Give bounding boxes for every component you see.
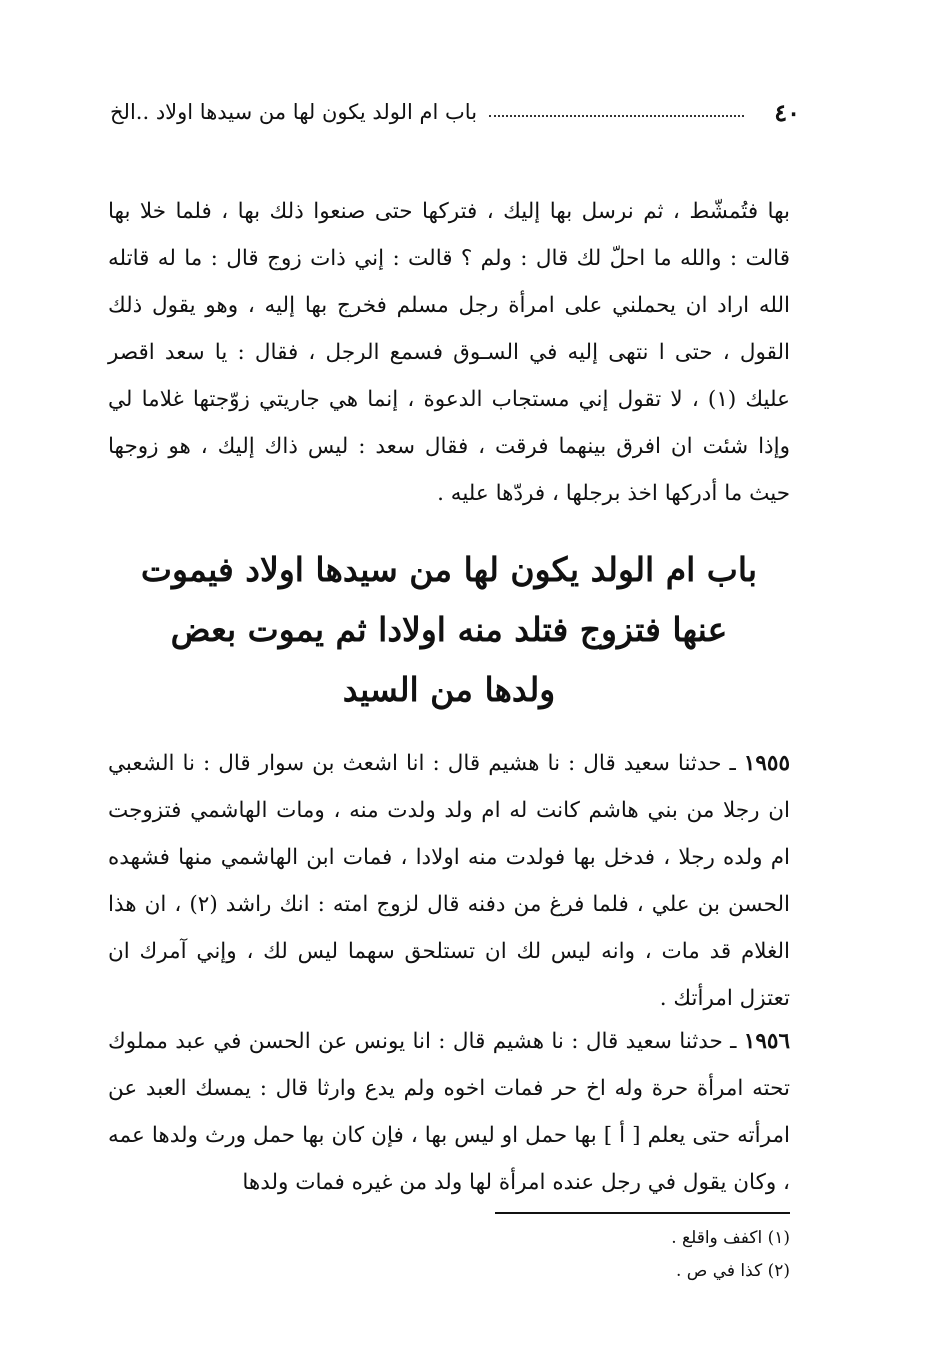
footnote-1: (١) اكفف واقلع . bbox=[671, 1228, 790, 1248]
page-number: ٤٠ bbox=[774, 97, 800, 127]
chapter-heading bbox=[108, 540, 790, 720]
running-header bbox=[110, 92, 800, 132]
hadith-1956 bbox=[108, 1018, 790, 1206]
hadith-text: ـ حدثنا سعيد قال : نا هشيم قال : انا اشعث بن سوار قال : نا الشعبي ان رجلا من بني هاشم كانت له ام ولد ولدت منه ، ومات الهاشمي فتزوجت ام ولده رجلا ، فدخل بها فولدت منه اولادا ، فمات ابن الهاشمي منها فشهده الحسن بن علي ، فلما فرغ من دفنه قال لزوج امته : انك راشد (٢) ، ان هذا الغلام قد مات ، وانه ليس لك ان تستلحق سهما ليس لك ، وإني آمرك ان تعتزل امرأتك . bbox=[108, 751, 790, 1011]
hadith-paragraph bbox=[108, 1018, 790, 1206]
footnotes bbox=[108, 1222, 790, 1288]
hadith-number: ١٩٥٦ bbox=[743, 1029, 790, 1054]
footnote-separator bbox=[495, 1212, 790, 1214]
chapter-heading-line-3: ولدها من السيد bbox=[342, 670, 556, 709]
intro-paragraph: بها فتُمشّط ، ثم نرسل بها إليك ، فتركها حتى صنعوا ذلك بها ، فلما خلا بها قالت : والله ما احلّ لك قال : ولم ؟ قالت : إني ذات زوج قال : ما له قاتله الله اراد ان يحملني على امرأة رجل مسلم فخرج بها إليه ، وهو يقول ذلك القول ، حتى ا نتهى إليه في السـوق فسمع الرجل ، فقال : يا سعد اقصر عليك (١) ، لا تقول إني مستجاب الدعوة ، إنما هي جاريتي زوّجتها غلاما لي وإذا شئت ان افرق بينهما فرقت ، فقال سعد : ليس ذاك إليك ، هو زوجها حيث ما أدركها اخذ برجلها ، فردّها عليه . bbox=[108, 199, 790, 506]
hadith-1955 bbox=[108, 740, 790, 1022]
footnote-2: (٢) كذا في ص . bbox=[675, 1261, 790, 1281]
chapter-heading-line-2: عنها فتزوج فتلد منه اولادا ثم يموت بعض bbox=[170, 610, 728, 649]
running-header-title: باب ام الولد يكون لها من سيدها اولاد ..الخ bbox=[110, 100, 478, 124]
header-dotted-leader bbox=[489, 115, 744, 117]
chapter-heading-line-1: باب ام الولد يكون لها من سيدها اولاد فيموت bbox=[140, 550, 758, 589]
hadith-paragraph bbox=[108, 740, 790, 1022]
hadith-number: ١٩٥٥ bbox=[743, 751, 790, 776]
hadith-text: ـ حدثنا سعيد قال : نا هشيم قال : انا يونس عن الحسن في عبد مملوك تحته امرأة حرة وله اخ حر فمات اخوه ولم يدع وارثا قال : يمسك العبد عن امرأته حتى يعلم [ أ ] بها حمل او ليس بها ، فإن كان بها حمل ورث ولدها عمه ، وكان يقول في رجل عنده امرأة لها ولد من غيره فمات ولدها bbox=[108, 1029, 790, 1195]
intro-paragraph-block bbox=[108, 188, 790, 517]
